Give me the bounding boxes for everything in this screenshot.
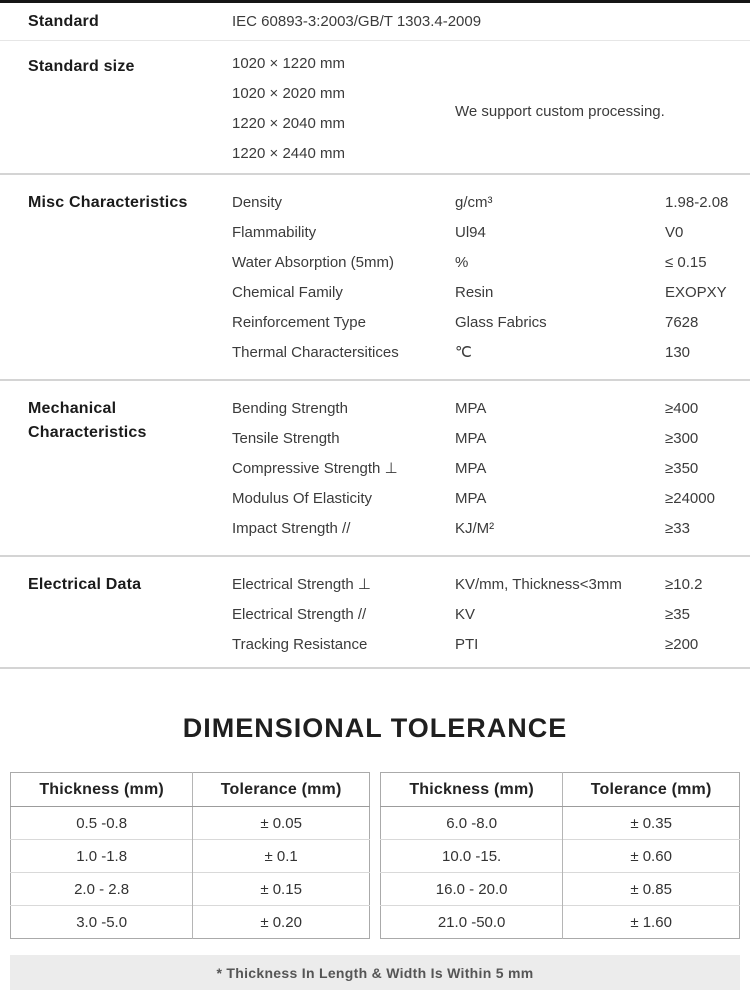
property-unit: KJ/M² — [455, 519, 495, 537]
property-unit: MPA — [455, 489, 487, 507]
tolerance-cell: ± 0.15 — [193, 873, 370, 906]
spec-row — [232, 483, 750, 513]
size-item: 1020 × 1220 mm — [232, 55, 345, 72]
property-unit: Resin — [455, 283, 494, 301]
standard-value: IEC 60893-3:2003/GB/T 1303.4-2009 — [232, 13, 482, 30]
tolerance-tables — [10, 772, 740, 939]
spec-row — [232, 629, 750, 659]
tolerance-table-right — [380, 772, 740, 939]
table-row — [11, 807, 370, 840]
property-value: ≥24000 — [665, 489, 715, 507]
table-header-row — [11, 773, 370, 807]
spec-row — [232, 599, 750, 629]
property-value: ≥33 — [665, 519, 690, 537]
property-unit: MPA — [455, 429, 487, 447]
custom-processing-note-wrap — [455, 49, 750, 173]
column-header-thickness: Thickness (mm) — [11, 773, 193, 807]
tolerance-cell: ± 0.05 — [193, 807, 370, 840]
mechanical-characteristics-label: Mechanical Characteristics — [28, 400, 147, 441]
property-name: Electrical Strength // — [232, 605, 367, 623]
property-value: EXOPXY — [665, 283, 727, 301]
size-item: 1020 × 2020 mm — [232, 85, 345, 102]
property-unit: KV — [455, 605, 476, 623]
electrical-data-label: Electrical Data — [28, 576, 142, 593]
standard-size-label: Standard size — [28, 58, 135, 75]
custom-processing-note: We support custom processing. — [455, 102, 665, 120]
standard-label: Standard — [28, 12, 99, 30]
property-value: 130 — [665, 343, 691, 361]
electrical-rows — [232, 569, 750, 659]
spec-row — [232, 453, 750, 483]
property-unit: Glass Fabrics — [455, 313, 547, 331]
property-name: Water Absorption (5mm) — [232, 253, 394, 271]
section-standard-size — [0, 41, 750, 173]
thickness-cell: 6.0 -8.0 — [381, 807, 563, 840]
property-value: ≥300 — [665, 429, 699, 447]
property-name: Chemical Family — [232, 283, 343, 301]
spec-row — [232, 393, 750, 423]
property-value: ≥35 — [665, 605, 690, 623]
spec-row — [232, 247, 750, 277]
property-name: Density — [232, 193, 283, 211]
property-unit: % — [455, 253, 469, 271]
misc-rows — [232, 187, 750, 367]
property-unit: g/cm³ — [455, 193, 493, 211]
size-list — [232, 49, 455, 173]
size-item: 1220 × 2440 mm — [232, 145, 345, 162]
property-unit: KV/mm, Thickness<3mm — [455, 575, 622, 593]
spec-row — [232, 277, 750, 307]
property-unit: ℃ — [455, 344, 472, 361]
property-unit: PTI — [455, 635, 479, 653]
spec-row — [232, 187, 750, 217]
property-value: ≥200 — [665, 635, 699, 653]
table-row — [381, 873, 740, 906]
size-item: 1220 × 2040 mm — [232, 115, 345, 132]
spec-row — [232, 569, 750, 599]
section-standard — [0, 3, 750, 40]
property-value: ≤ 0.15 — [665, 253, 707, 271]
tolerance-table-left — [10, 772, 370, 939]
property-name: Reinforcement Type — [232, 313, 366, 331]
thickness-cell: 1.0 -1.8 — [11, 840, 193, 873]
tolerance-cell: ± 0.35 — [563, 807, 740, 840]
section-misc-characteristics — [0, 175, 750, 379]
property-name: Modulus Of Elasticity — [232, 489, 373, 507]
column-header-tolerance: Tolerance (mm) — [193, 773, 370, 807]
spec-row — [232, 307, 750, 337]
section-mechanical-characteristics — [0, 381, 750, 555]
spec-row — [232, 423, 750, 453]
table-header-row — [381, 773, 740, 807]
tolerance-cell: ± 0.1 — [193, 840, 370, 873]
property-value: 7628 — [665, 313, 699, 331]
thickness-cell: 10.0 -15. — [381, 840, 563, 873]
column-header-tolerance: Tolerance (mm) — [563, 773, 740, 807]
tolerance-cell: ± 0.60 — [563, 840, 740, 873]
property-name: Flammability — [232, 223, 317, 241]
thickness-cell: 3.0 -5.0 — [11, 906, 193, 939]
table-row — [11, 906, 370, 939]
property-value: ≥400 — [665, 399, 699, 417]
table-row — [381, 906, 740, 939]
property-name: Tensile Strength — [232, 429, 340, 447]
column-header-thickness: Thickness (mm) — [381, 773, 563, 807]
section-electrical-data — [0, 557, 750, 667]
property-name: Electrical Strength ⊥ — [232, 576, 371, 593]
dimensional-tolerance-heading: DIMENSIONAL TOLERANCE — [182, 713, 568, 743]
property-value: 1.98-2.08 — [665, 193, 729, 211]
table-row — [11, 873, 370, 906]
property-value: ≥10.2 — [665, 575, 703, 593]
thickness-cell: 16.0 - 20.0 — [381, 873, 563, 906]
property-name: Tracking Resistance — [232, 635, 368, 653]
property-name: Compressive Strength ⊥ — [232, 460, 398, 477]
spec-row — [232, 217, 750, 247]
misc-characteristics-label: Misc Characteristics — [28, 194, 188, 211]
thickness-cell: 21.0 -50.0 — [381, 906, 563, 939]
divider — [0, 667, 750, 669]
property-name: Impact Strength // — [232, 519, 351, 537]
property-unit: Ul94 — [455, 223, 486, 241]
table-row — [381, 840, 740, 873]
property-unit: MPA — [455, 459, 487, 477]
mechanical-rows — [232, 393, 750, 543]
tolerance-cell: ± 1.60 — [563, 906, 740, 939]
footnote: * Thickness In Length & Width Is Within 5 mm — [10, 955, 740, 990]
tolerance-cell: ± 0.85 — [563, 873, 740, 906]
thickness-cell: 0.5 -0.8 — [11, 807, 193, 840]
property-value: V0 — [665, 223, 684, 241]
thickness-cell: 2.0 - 2.8 — [11, 873, 193, 906]
spec-row — [232, 513, 750, 543]
property-name: Thermal Charactersitices — [232, 343, 399, 361]
property-name: Bending Strength — [232, 399, 348, 417]
table-row — [381, 807, 740, 840]
spec-row — [232, 337, 750, 367]
table-row — [11, 840, 370, 873]
tolerance-cell: ± 0.20 — [193, 906, 370, 939]
property-value: ≥350 — [665, 459, 699, 477]
property-unit: MPA — [455, 399, 487, 417]
